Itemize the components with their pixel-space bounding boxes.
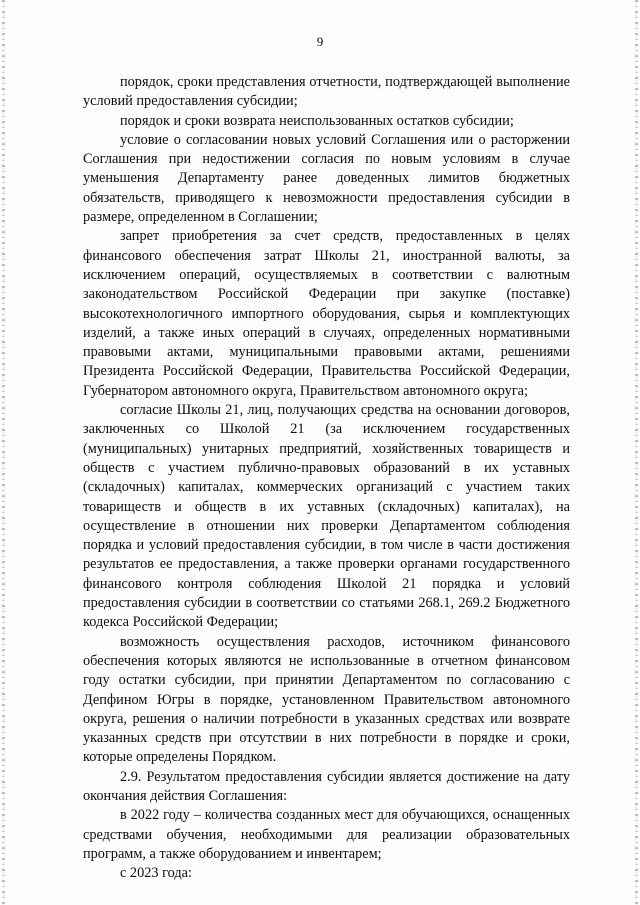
paragraph-agreement-conditions: условие о согласовании новых условий Соглашения или о расторжении Соглашения при недостижении согласия по новым условиям в случае уменьшения Департаменту ранее доведенных лимитов бюджетных обязательств, приводящего к невозможности предоставления субсидии в размере, определенном в Соглашении; (83, 131, 570, 226)
document-body (83, 73, 570, 883)
page-number: 9 (316, 34, 324, 49)
paragraph-reporting-terms: порядок, сроки представления отчетности, подтверждающей выполнение условий предоставления субсидии; (83, 74, 570, 110)
paragraph-unused-balances: возможность осуществления расходов, источником финансового обеспечения которых являются не использованные в отчетном финансовом году остатки субсидии, при принятии Департаментом по согласованию с Депфином Югры в порядке, установленном Правительством автономного округа, решения о наличии потребности в указанных средствах или возврате указанных средств при отсутствии в них потребности в порядке и сроки, которые определены Порядком. (83, 633, 570, 766)
paragraph-inspection-consent: согласие Школы 21, лиц, получающих средства на основании договоров, заключенных со Школой 21 (за исключением государственных (муниципальных) унитарных предприятий, хозяйственных товариществ и обществ с участием публично-правовых образований в их уставных (складочных) капиталах, коммерческих организаций с участием таких товариществ и обществ в их уставных (складочных) капиталах), на осуществление в отношении них проверки Департаментом соблюдения порядка и условий предоставления субсидии, в том числе в части достижения результатов ее предоставления, а также проверки органами государственного финансового контроля соблюдения Школой 21 порядка и условий предоставления субсидии в соответствии со статьями 268.1, 269.2 Бюджетного кодекса Российской Федерации; (83, 402, 570, 631)
scan-edge-left (2, 0, 5, 905)
paragraph-section-2-9: 2.9. Результатом предоставления субсидии является достижение на дату окончания действия Соглашения: (83, 768, 570, 804)
scan-edge-right (635, 0, 638, 905)
paragraph-return-terms: порядок и сроки возврата неиспользованных остатков субсидии; (120, 112, 514, 129)
paragraph-currency-prohibition: запрет приобретения за счет средств, предоставленных в целях финансового обеспечения затрат Школы 21, иностранной валюты, за исключением операций, осуществляемых в соответствии с валютным законодательством Российской Федерации при закупке (поставке) высокотехнологичного импортного оборудования, сырья и комплектующих изделий, а также иных операций в случаях, определенных нормативными правовыми актами, муниципальными правовыми актами, решениями Президента Российской Федерации, Правительства Российской Федерации, Губернатором автономного округа, Правительством автономного округа; (83, 228, 570, 399)
paragraph-result-2022: в 2022 году – количества созданных мест для обучающихся, оснащенных средствами обучения, необходимыми для реализации образовательных программ, а также оборудованием и инвентарем; (83, 807, 570, 862)
paragraph-result-2023: с 2023 года: (120, 865, 192, 882)
